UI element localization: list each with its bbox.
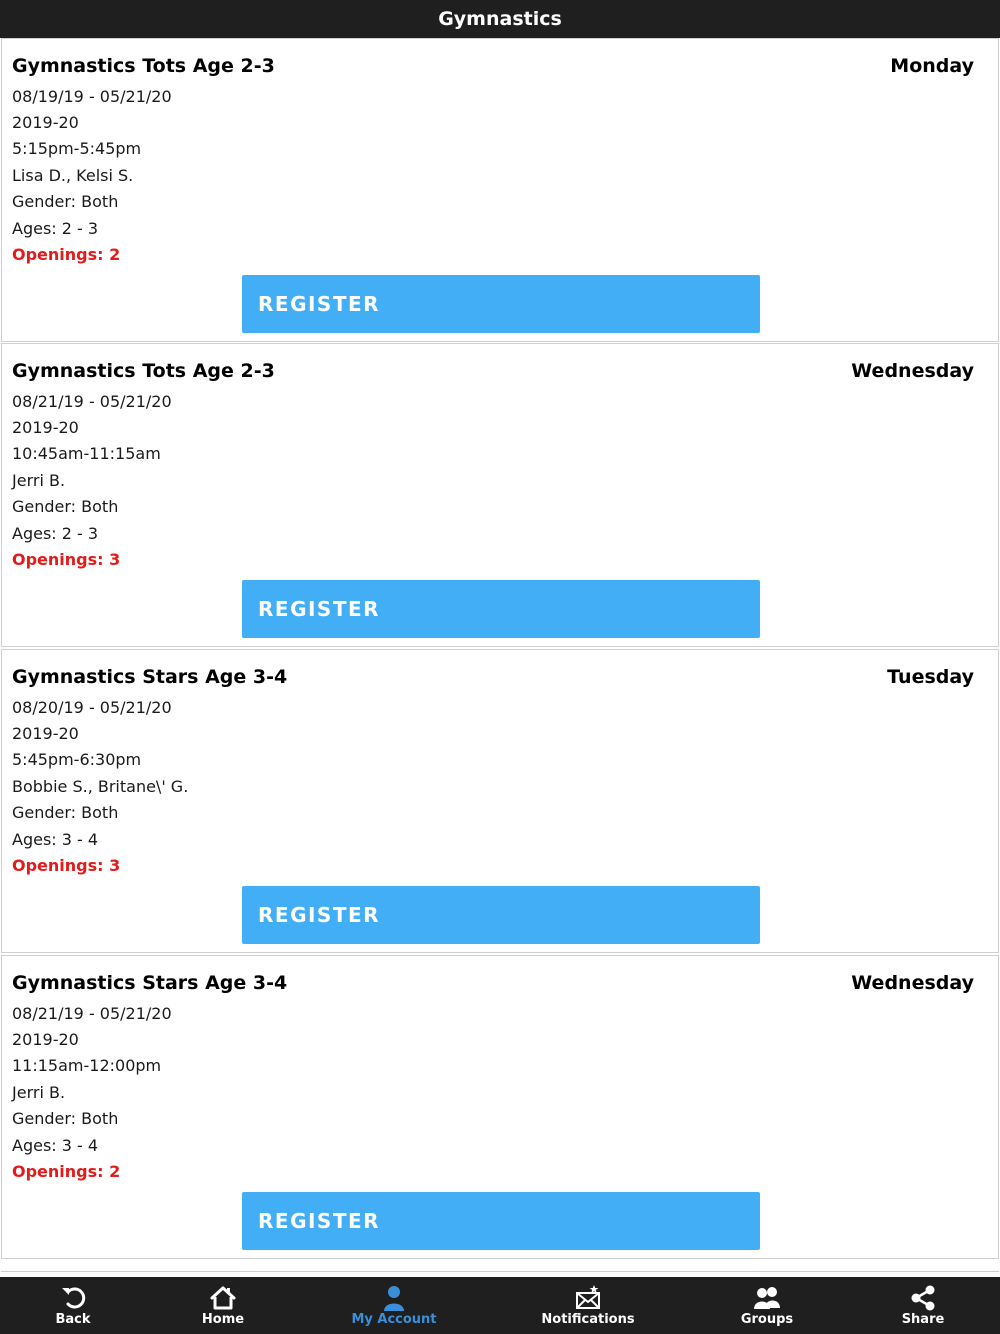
tab-my-account[interactable] [334,1277,454,1334]
class-title: Gymnastics Stars Age 3-4 [12,666,288,688]
class-dates: 08/21/19 - 05/21/20 [12,1004,172,1023]
register-button[interactable]: REGISTER [242,580,760,638]
class-openings: Openings: 2 [12,1162,121,1181]
class-ages: Ages: 2 - 3 [12,219,99,238]
class-time: 10:45am-11:15am [12,444,161,463]
class-openings: Openings: 3 [12,550,121,569]
class-ages: Ages: 3 - 4 [12,1136,99,1155]
class-dates: 08/21/19 - 05/21/20 [12,392,172,411]
class-season: 2019-20 [12,1030,79,1049]
class-ages: Ages: 2 - 3 [12,524,99,543]
class-card [1,955,999,1259]
class-instructors: Jerri B. [12,1083,66,1102]
tab-home[interactable] [173,1277,273,1334]
class-card [1,38,999,342]
tab-label: Groups [740,1312,794,1327]
class-openings: Openings: 2 [12,245,121,264]
class-day: Wednesday [851,972,974,994]
groups-icon [753,1284,781,1312]
tab-label: Home [201,1312,245,1327]
class-title: Gymnastics Stars Age 3-4 [12,972,288,994]
class-title: Gymnastics Tots Age 2-3 [12,360,275,382]
tab-share[interactable] [873,1277,973,1334]
register-button[interactable]: REGISTER [242,886,760,944]
class-gender: Gender: Both [12,192,119,211]
top-bar [0,0,1000,38]
class-title: Gymnastics Tots Age 2-3 [12,55,275,77]
tab-groups[interactable] [717,1277,817,1334]
class-openings: Openings: 3 [12,856,121,875]
class-day: Monday [890,55,974,77]
class-season: 2019-20 [12,724,79,743]
class-instructors: Jerri B. [12,471,66,490]
account-icon [380,1284,408,1312]
tab-label: Share [901,1312,945,1327]
page-title: Gymnastics [438,8,562,30]
class-instructors: Bobbie S., Britane\' G. [12,777,189,796]
class-card [1,649,999,953]
class-list[interactable] [0,38,1000,1277]
tab-back[interactable] [23,1277,123,1334]
share-icon [909,1284,937,1312]
class-gender: Gender: Both [12,497,119,516]
class-time: 5:15pm-5:45pm [12,139,142,158]
class-dates: 08/19/19 - 05/21/20 [12,87,172,106]
class-day: Wednesday [851,360,974,382]
class-time: 11:15am-12:00pm [12,1056,162,1075]
class-day: Tuesday [887,666,974,688]
class-dates: 08/20/19 - 05/21/20 [12,698,172,717]
tab-label: My Account [351,1312,437,1327]
bottom-tab-bar [0,1277,1000,1334]
class-season: 2019-20 [12,113,79,132]
class-card [1,343,999,647]
class-ages: Ages: 3 - 4 [12,830,99,849]
register-button[interactable]: REGISTER [242,275,760,333]
tab-notifications[interactable] [528,1277,648,1334]
class-instructors: Lisa D., Kelsi S. [12,166,134,185]
class-season: 2019-20 [12,418,79,437]
notifications-icon [574,1284,602,1312]
tab-label: Notifications [541,1312,635,1327]
tab-label: Back [55,1312,91,1327]
class-gender: Gender: Both [12,803,119,822]
register-button[interactable]: REGISTER [242,1192,760,1250]
class-time: 5:45pm-6:30pm [12,750,142,769]
class-gender: Gender: Both [12,1109,119,1128]
back-icon [59,1284,87,1312]
home-icon [209,1284,237,1312]
